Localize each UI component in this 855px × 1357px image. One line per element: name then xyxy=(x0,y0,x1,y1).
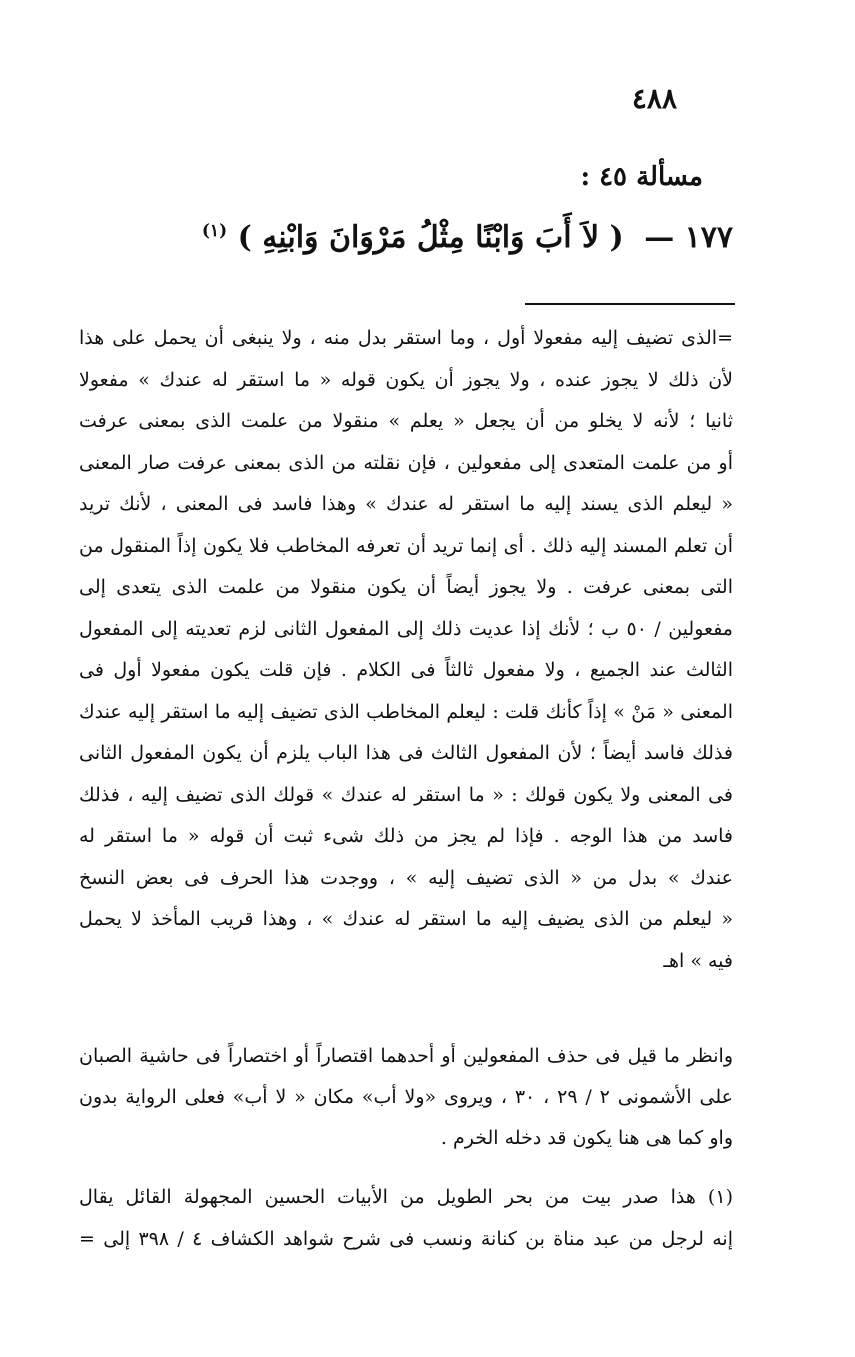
paragraph-line: على الأشمونى ٢ / ٢٩ ، ٣٠ ، ويروى «ولا أب» مكان « لا أب» فعلى الرواية بدون xyxy=(79,1086,733,1108)
verse-line xyxy=(113,220,733,255)
note-line: مفعولين / ٥٠ ب ؛ لأنك إذا عديت ذلك إلى المفعول الثانى لزم تعديته إلى المفعول xyxy=(79,617,733,640)
verse-number: ١٧٧ — xyxy=(644,220,733,255)
footnote-divider xyxy=(525,303,735,305)
note-line: ثانيا ؛ لأنه لا يخلو من أن يجعل « يعلم » منقولا من علمت الذى بمعنى عرفت xyxy=(79,410,733,432)
verse-text: ( لاَ أَبَ وَابْنًا مِثْلُ مَرْوَانَ وَابْنِهِ ) xyxy=(237,220,624,255)
note-line: فيه » اهـ xyxy=(663,949,733,972)
footnote-line: إنه لرجل من عبد مناة بن كنانة ونسب فى شرح شواهد الكشاف ٤ / ٣٩٨ إلى = xyxy=(79,1228,733,1250)
note-line: =الذى تضيف إليه مفعولا أول ، وما استقر بدل منه ، ولا ينبغى أن يحمل على هذا xyxy=(79,327,733,349)
paragraph-line: واو كما هى هنا يكون قد دخله الخرم . xyxy=(440,1127,733,1149)
note-line: التى بمعنى عرفت . ولا يجوز أيضاً أن يكون منقولا من علمت الذى يتعدى إلى xyxy=(79,576,733,598)
note-line: فى المعنى ولا يكون قولك : « ما استقر له عندك » قولك الذى تضيف إليه ، فذلك xyxy=(79,783,733,806)
paragraph-line: وانظر ما قيل فى حذف المفعولين أو أحدهما اقتصاراً أو اختصاراً فى حاشية الصبان xyxy=(79,1045,733,1067)
issue-title: مسألة ٤٥ : xyxy=(580,162,703,192)
footnote-line: (١) هذا صدر بيت من بحر الطويل من الأبيات الحسين المجهولة القائل يقال xyxy=(79,1186,733,1208)
reference-paragraph xyxy=(79,1036,733,1159)
note-line: أو من علمت المتعدى إلى مفعولين ، فإن نقلته من الذى بمعنى عرفت صار المعنى xyxy=(79,451,733,474)
note-line: فذلك فاسد أيضاً ؛ لأن المفعول الثالث فى هذا الباب يلزم أن يكون المفعول الثانى xyxy=(79,742,733,764)
note-line: المعنى « مَنْ » إذاً كأنك قلت : ليعلم المخاطب الذى تضيف إليه ما استقر إليه عندك xyxy=(79,700,733,723)
note-line: الثالث عند الجميع ، ولا مفعول ثالثاً فى الكلام . فإن قلت يكون مفعولا أول فى xyxy=(79,659,733,681)
continued-footnote xyxy=(79,318,733,982)
note-line: « ليعلم من الذى يضيف إليه ما استقر له عندك » ، وهذا قريب المأخذ لا يحمل xyxy=(79,908,733,930)
page-number: ٤٨٨ xyxy=(631,82,677,115)
note-line: عندك » بدل من « الذى تضيف إليه » ، ووجدت هذا الحرف فى بعض النسخ xyxy=(79,866,733,889)
note-line: لأن ذلك لا يجوز عنده ، ولا يجوز أن يكون قوله « ما استقر له عندك » مفعولا xyxy=(79,368,733,391)
note-line: « ليعلم الذى يسند إليه ما استقر له عندك » وهذا فاسد فى المعنى ، لأنك تريد xyxy=(79,493,733,515)
footnote-one xyxy=(79,1176,733,1260)
note-line: أن تعلم المسند إليه ذلك . أى إنما تريد أن تعرفه المخاطب فلا يكون إذاً المنقول من xyxy=(79,534,733,557)
footnote-mark: (١) xyxy=(201,221,228,241)
note-line: فاسد من هذا الوجه . فإذا لم يجز من ذلك شىء ثبت أن قوله « ما استقر له xyxy=(79,825,733,847)
